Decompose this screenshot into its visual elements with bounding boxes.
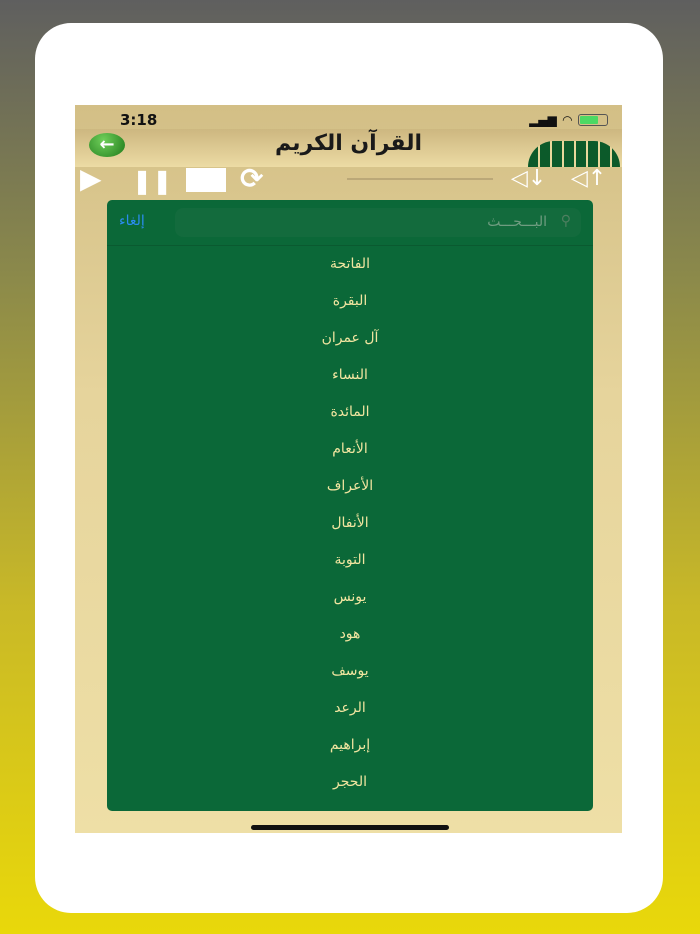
- audio-controls: [75, 162, 622, 195]
- surah-list-item[interactable]: يوسف: [331, 663, 369, 679]
- arrow-left-icon: ←: [99, 134, 115, 155]
- surah-list-item[interactable]: المائدة: [330, 404, 370, 420]
- surah-list-item[interactable]: الحجر: [333, 774, 367, 790]
- home-indicator: [251, 825, 449, 830]
- battery-icon: [578, 114, 608, 126]
- surah-list-item[interactable]: الأعراف: [326, 478, 374, 494]
- search-icon: ⚲: [560, 213, 571, 229]
- app-screen: [75, 105, 622, 833]
- signal-icon: ▂▄▆: [529, 113, 557, 127]
- logo-icon: [528, 141, 620, 167]
- surah-list-item[interactable]: النساء: [332, 367, 368, 383]
- pause-icon[interactable]: ❚❚: [132, 167, 173, 195]
- surah-list-item[interactable]: الأنفال: [331, 515, 369, 531]
- stop-icon[interactable]: [186, 168, 226, 192]
- surah-list-item[interactable]: الأنعام: [332, 441, 368, 457]
- surah-list-item[interactable]: آل عمران: [321, 330, 379, 346]
- wifi-icon: ◠: [562, 113, 572, 127]
- surah-list-item[interactable]: البقرة: [332, 293, 368, 309]
- surah-list-item[interactable]: الفاتحة: [330, 256, 370, 272]
- surah-list-item[interactable]: إبراهيم: [329, 737, 371, 753]
- surah-list-item[interactable]: يونس: [333, 589, 367, 605]
- nav-bar: [75, 129, 622, 167]
- surah-list: [107, 200, 593, 811]
- repeat-icon[interactable]: ⟳: [240, 162, 264, 195]
- search-placeholder: البـــحـــث: [487, 214, 547, 230]
- play-icon[interactable]: ▶: [80, 162, 102, 195]
- status-time: 3:18: [120, 111, 158, 129]
- volume-up-icon[interactable]: ◁↑: [571, 166, 607, 191]
- surah-list-item[interactable]: الرعد: [334, 700, 366, 716]
- cancel-button[interactable]: إلغاء: [119, 213, 145, 229]
- progress-slider[interactable]: [347, 178, 493, 180]
- search-bar: [107, 200, 593, 246]
- surah-list-item[interactable]: التوبة: [334, 552, 366, 568]
- search-input[interactable]: [175, 208, 581, 237]
- status-bar: [75, 105, 622, 129]
- page-title: القرآن الكريم: [274, 131, 423, 156]
- volume-down-icon[interactable]: ◁↓: [511, 166, 547, 191]
- surah-list-item[interactable]: هود: [339, 626, 361, 642]
